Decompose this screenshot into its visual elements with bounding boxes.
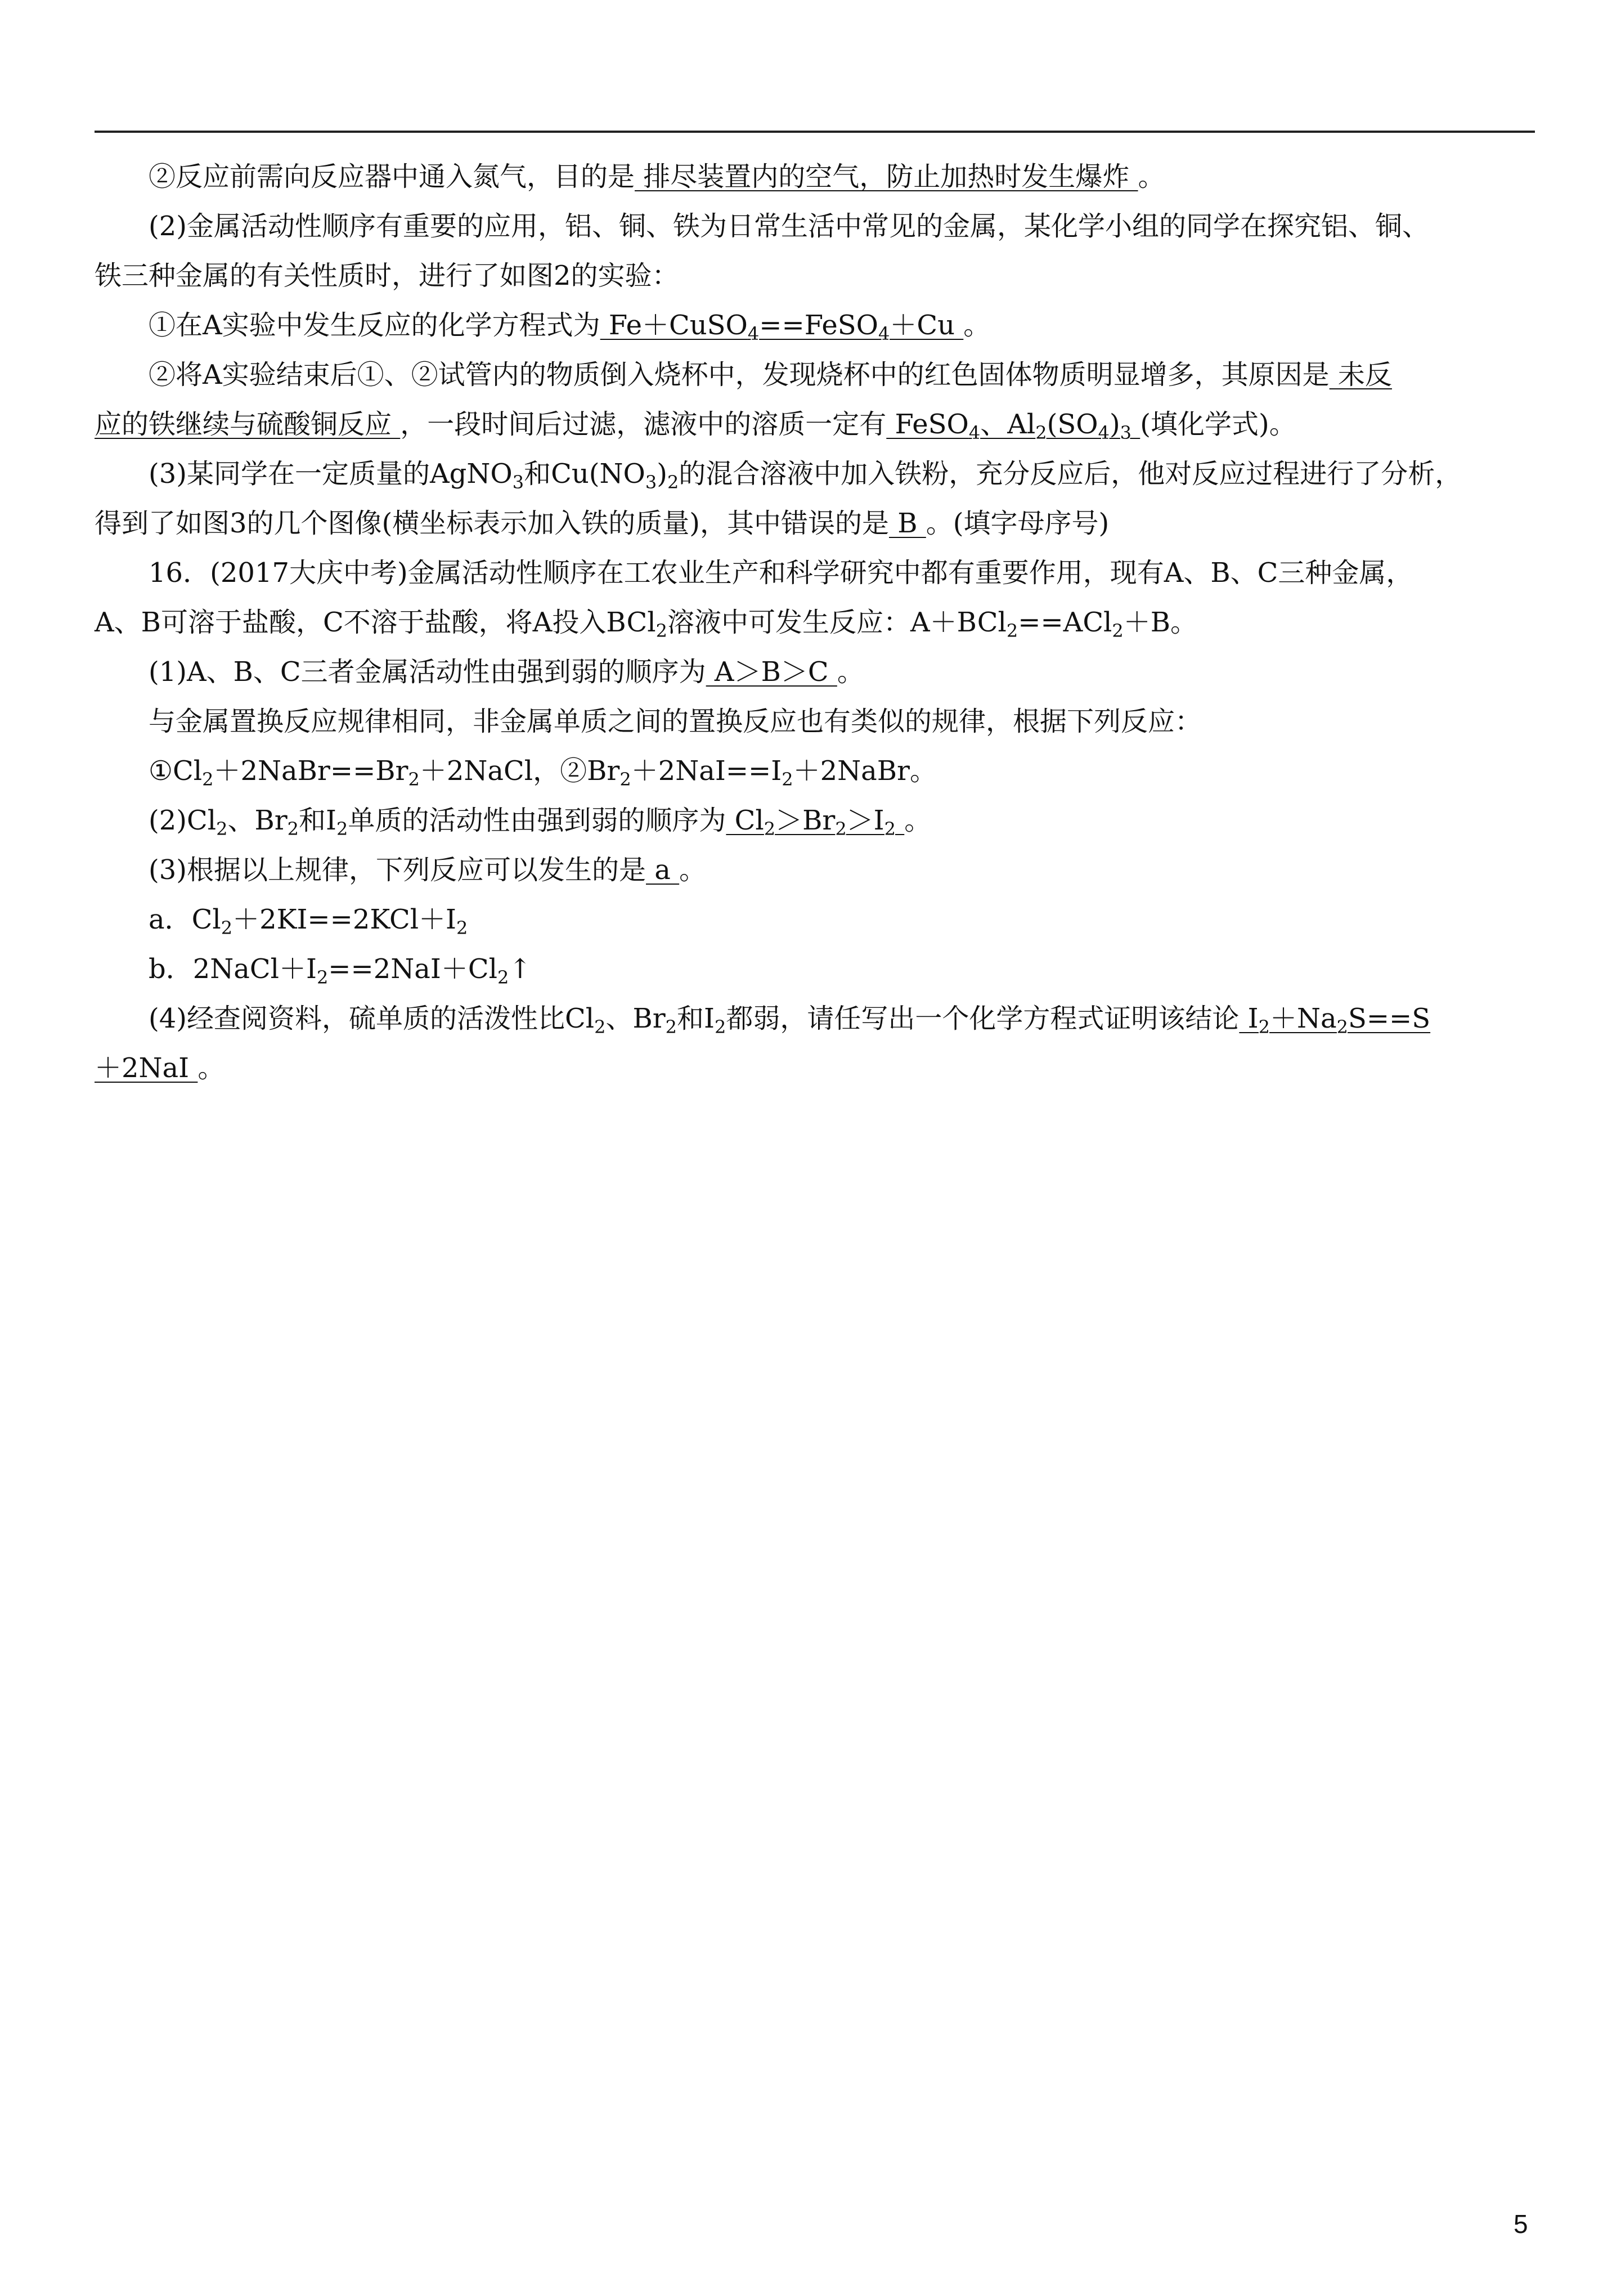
answer-blank: B — [889, 508, 926, 539]
option-a: a．$Cl_2+2KI==2KCl+I_2$ — [149, 904, 468, 939]
para-nitrogen-purpose: ②反应前需向反应器中通入氮气，目的是 排尽装置内的空气，防止加热时发生爆炸 。 — [149, 161, 1165, 192]
para-question-3-line-2: 得到了如图3的几个图像(横坐标表示加入铁的质量)，其中错误的是 B 。(填字母序号) — [95, 508, 1110, 539]
question-number: 16． — [149, 557, 210, 589]
answer-blank: 未反 — [1329, 359, 1392, 391]
option-b: b．$2NaCl+I_2==2NaI+Cl_2↑$ — [149, 953, 532, 988]
document-body — [95, 152, 1535, 1093]
para-question-2-line-1: (2)金属活动性顺序有重要的应用，铝、铜、铁为日常生活中常见的金属，某化学小组的同学在探究铝、铜、 — [149, 210, 1429, 242]
answer-blank: 应的铁继续与硫酸铜反应 — [95, 409, 401, 440]
question-16-part-3: (3)根据以上规律，下列反应可以发生的是 a 。 — [149, 854, 707, 886]
answer-blank: A＞B＞C — [706, 656, 837, 688]
question-16-reactions: $①Cl_2+2NaBr==Br_2+2NaCl$，$②Br_2+2NaI==I_2+2NaBr$。 — [149, 755, 937, 790]
question-16-part-2: $(2)Cl_2$、$Br_2$和$I_2$单质的活动性由强到弱的顺序为 $Cl_2>Br_2>I_2$ 。 — [149, 805, 932, 840]
para-red-solid-line-2: 应的铁继续与硫酸铜反应 ，一段时间后过滤，滤液中的溶质一定有 FeSO$_4$、$Al_2(SO_4)_3$ (填化学式)。 — [95, 409, 1296, 443]
question-source: (2017大庆中考) — [210, 557, 408, 589]
question-16-part-4-line-2: ＋2NaI 。 — [95, 1052, 225, 1084]
question-16-intro: 与金属置换反应规律相同，非金属单质之间的置换反应也有类似的规律，根据下列反应： — [149, 706, 1202, 737]
answer-blank: FeSO$_4$、$Al_2(SO_4)_3$ — [886, 409, 1132, 443]
question-16-line-1: 16．(2017大庆中考)金属活动性顺序在工农业生产和科学研究中都有重要作用，现有A、B、C三种金属， — [149, 557, 1413, 589]
para-question-3-line-1: (3)某同学在一定质量的AgNO$_3$和$Cu(NO_3)_2$的混合溶液中加入铁粉，充分反应后，他对反应过程进行了分析， — [149, 458, 1462, 493]
page-number: 5 — [1514, 2209, 1528, 2239]
para-question-2-line-2: 铁三种金属的有关性质时，进行了如图2的实验： — [95, 260, 679, 292]
question-16-part-4-line-1: (4)经查阅资料，硫单质的活泼性比$Cl_2$、$Br_2$和$I_2$都弱，请任写出一个化学方程式证明该结论 $I_2+Na_2S==S$ — [149, 1003, 1431, 1038]
para-red-solid-line-1: ②将A实验结束后①、②试管内的物质倒入烧杯中，发现烧杯中的红色固体物质明显增多，其原因是 未反 — [149, 359, 1392, 391]
para-equation-a: ①在A实验中发生反应的化学方程式为 Fe＋CuSO$_4$==FeSO$_4$＋Cu 。 — [149, 310, 991, 344]
question-16-line-2: A、B可溶于盐酸，C不溶于盐酸，将A投入BCl$_2$溶液中可发生反应：A＋BCl$_2$==ACl$_2$＋B。 — [95, 607, 1198, 642]
answer-blank: $Cl_2>Br_2>I_2$ — [726, 805, 896, 840]
answer-blank: ＋2NaI — [95, 1052, 198, 1084]
question-16-part-1: (1)A、B、C三者金属活动性由强到弱的顺序为 A＞B＞C 。 — [149, 656, 864, 688]
header-rule — [95, 131, 1535, 133]
answer-blank: a — [646, 854, 680, 886]
answer-blank: 排尽装置内的空气，防止加热时发生爆炸 — [635, 161, 1138, 192]
answer-blank: $I_2+Na_2S==S$ — [1239, 1003, 1431, 1038]
answer-blank: Fe＋CuSO$_4$==FeSO$_4$＋Cu — [600, 310, 964, 344]
